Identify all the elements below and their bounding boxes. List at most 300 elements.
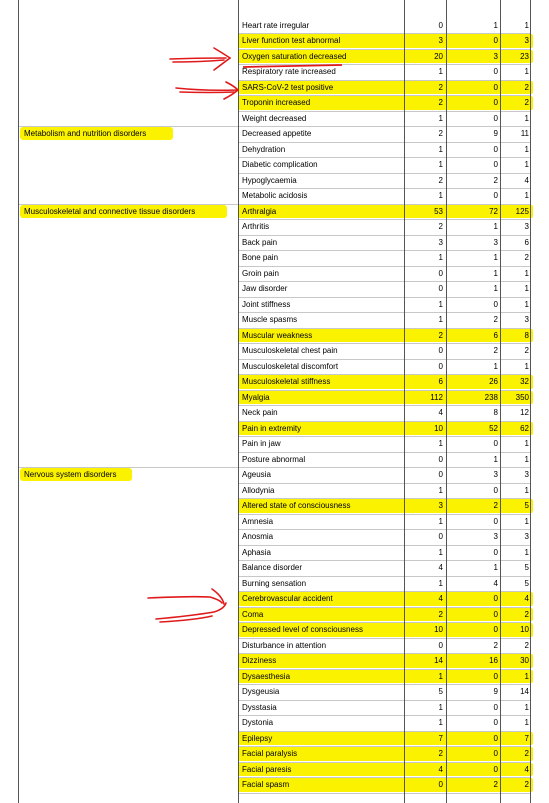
count-cell-3: 3 — [524, 36, 529, 45]
preferred-term-cell: Facial spasm — [242, 780, 290, 789]
count-cell-1: 1 — [438, 144, 443, 154]
count-cell-1: 0 — [438, 780, 443, 789]
count-cell-3: 5 — [524, 501, 529, 510]
table-row — [0, 250, 549, 266]
table-row — [0, 560, 549, 576]
system-organ-class-cell: Metabolism and nutrition disorders — [24, 129, 147, 138]
row-divider — [238, 793, 531, 794]
system-organ-class-cell — [24, 297, 234, 313]
count-cell-2: 0 — [493, 299, 498, 309]
count-cell-1: 20 — [434, 51, 443, 61]
system-organ-class-cell — [24, 405, 234, 421]
table-row — [0, 762, 549, 778]
preferred-term-cell: Troponin increased — [242, 98, 311, 107]
system-organ-class-cell — [24, 266, 234, 282]
table-row — [0, 390, 549, 406]
preferred-term-cell: Liver function test abnormal — [242, 36, 341, 45]
count-cell-3: 6 — [524, 237, 529, 247]
count-cell-1: 2 — [438, 129, 443, 138]
count-cell-2: 72 — [489, 206, 498, 216]
count-cell-3: 2 — [524, 98, 529, 107]
count-cell-3: 1 — [524, 113, 529, 123]
table-row — [0, 545, 549, 561]
count-cell-3: 1 — [524, 671, 529, 681]
preferred-term-cell: Musculoskeletal chest pain — [242, 346, 338, 355]
count-cell-3: 1 — [524, 718, 529, 727]
preferred-term-cell: Dysgeusia — [242, 687, 280, 696]
count-cell-1: 1 — [438, 67, 443, 76]
count-cell-2: 0 — [493, 191, 498, 200]
preferred-term-cell: Myalgia — [242, 392, 270, 402]
preferred-term-cell: Burning sensation — [242, 578, 307, 588]
table-row — [0, 529, 549, 545]
count-cell-2: 2 — [493, 501, 498, 510]
count-cell-2: 1 — [493, 563, 498, 572]
table-row — [0, 746, 549, 762]
preferred-term-cell: Pain in extremity — [242, 423, 302, 433]
table-row — [0, 343, 549, 359]
count-cell-2: 1 — [493, 361, 498, 371]
preferred-term-cell: Balance disorder — [242, 563, 303, 572]
count-cell-2: 0 — [493, 485, 498, 495]
count-cell-1: 0 — [438, 532, 443, 541]
preferred-term-cell: Ageusia — [242, 470, 271, 479]
count-cell-3: 1 — [524, 160, 529, 169]
table-left-rule — [18, 0, 19, 803]
count-cell-2: 0 — [493, 594, 498, 603]
count-cell-2: 2 — [493, 315, 498, 324]
system-organ-class-cell — [24, 622, 234, 638]
preferred-term-cell: Joint stiffness — [242, 299, 291, 309]
count-cell-1: 4 — [438, 408, 443, 417]
count-cell-1: 1 — [438, 315, 443, 324]
system-organ-class-cell — [24, 607, 234, 623]
column-rule-count2 — [446, 0, 447, 803]
count-cell-1: 14 — [434, 656, 443, 665]
preferred-term-cell: Oxygen saturation decreased — [242, 51, 347, 61]
preferred-term-cell: Back pain — [242, 237, 278, 247]
count-cell-3: 1 — [524, 67, 529, 76]
count-cell-3: 3 — [524, 532, 529, 541]
count-cell-1: 4 — [438, 594, 443, 603]
table-row — [0, 684, 549, 700]
count-cell-1: 10 — [434, 625, 443, 634]
count-cell-3: 1 — [524, 516, 529, 526]
preferred-term-cell: Coma — [242, 609, 264, 619]
table-row — [0, 281, 549, 297]
count-cell-3: 350 — [515, 392, 529, 402]
count-cell-3: 2 — [524, 253, 529, 262]
system-organ-class-cell — [24, 359, 234, 375]
table-row — [0, 18, 549, 34]
count-cell-1: 0 — [438, 20, 443, 30]
table-row — [0, 266, 549, 282]
count-cell-3: 1 — [524, 20, 529, 30]
count-cell-3: 1 — [524, 268, 529, 278]
preferred-term-cell: Dizziness — [242, 656, 277, 665]
preferred-term-cell: Respiratory rate increased — [242, 67, 336, 76]
count-cell-1: 6 — [438, 377, 443, 386]
count-cell-2: 52 — [489, 423, 498, 433]
preferred-term-cell: Altered state of consciousness — [242, 501, 351, 510]
count-cell-3: 62 — [520, 423, 529, 433]
preferred-term-cell: Heart rate irregular — [242, 20, 310, 30]
preferred-term-cell: Dystonia — [242, 718, 274, 727]
system-organ-class-cell — [24, 49, 234, 65]
system-organ-class-cell — [24, 219, 234, 235]
table-row — [0, 64, 549, 80]
count-cell-2: 0 — [493, 671, 498, 681]
system-organ-class-cell — [24, 638, 234, 654]
count-cell-1: 0 — [438, 346, 443, 355]
preferred-term-cell: Depressed level of consciousness — [242, 625, 363, 634]
table-row — [0, 188, 549, 204]
count-cell-2: 4 — [493, 578, 498, 588]
group-divider — [18, 204, 238, 205]
count-cell-1: 2 — [438, 222, 443, 231]
preferred-term-cell: Bone pain — [242, 253, 279, 262]
preferred-term-cell: Disturbance in attention — [242, 640, 327, 650]
count-cell-2: 1 — [493, 284, 498, 293]
column-rule-term — [238, 0, 239, 803]
preferred-term-cell: Allodynia — [242, 485, 275, 495]
table-row — [0, 436, 549, 452]
count-cell-3: 4 — [524, 594, 529, 603]
system-organ-class-cell — [24, 653, 234, 669]
count-cell-3: 3 — [524, 470, 529, 479]
preferred-term-cell: Aphasia — [242, 547, 271, 557]
table-row — [0, 591, 549, 607]
system-organ-class-cell — [24, 18, 234, 34]
system-organ-class-cell — [24, 669, 234, 685]
count-cell-3: 4 — [524, 764, 529, 774]
count-cell-2: 26 — [489, 377, 498, 386]
count-cell-3: 125 — [515, 206, 529, 216]
system-organ-class-cell — [24, 328, 234, 344]
count-cell-1: 1 — [438, 485, 443, 495]
count-cell-1: 1 — [438, 253, 443, 262]
group-divider — [18, 126, 238, 127]
table-row — [0, 111, 549, 127]
count-cell-3: 5 — [524, 563, 529, 572]
count-cell-3: 23 — [520, 51, 529, 61]
count-cell-3: 8 — [524, 330, 529, 340]
count-cell-3: 1 — [524, 299, 529, 309]
count-cell-2: 8 — [493, 408, 498, 417]
table-row — [0, 669, 549, 685]
count-cell-1: 0 — [438, 470, 443, 479]
table-row — [0, 777, 549, 793]
preferred-term-cell: Posture abnormal — [242, 454, 306, 464]
count-cell-2: 1 — [493, 20, 498, 30]
system-organ-class-cell — [24, 731, 234, 747]
count-cell-3: 30 — [520, 656, 529, 665]
count-cell-3: 11 — [520, 129, 529, 138]
count-cell-3: 1 — [524, 547, 529, 557]
preferred-term-cell: Musculoskeletal stiffness — [242, 377, 331, 386]
system-organ-class-cell — [24, 312, 234, 328]
system-organ-class-cell — [24, 498, 234, 514]
preferred-term-cell: Arthralgia — [242, 206, 277, 216]
count-cell-2: 0 — [493, 749, 498, 758]
system-organ-class-cell — [24, 33, 234, 49]
table-row — [0, 483, 549, 499]
count-cell-1: 1 — [438, 671, 443, 681]
count-cell-2: 0 — [493, 113, 498, 123]
preferred-term-cell: Muscle spasms — [242, 315, 298, 324]
count-cell-3: 2 — [524, 82, 529, 92]
count-cell-2: 2 — [493, 175, 498, 185]
table-row — [0, 374, 549, 390]
count-cell-1: 1 — [438, 191, 443, 200]
count-cell-3: 2 — [524, 640, 529, 650]
count-cell-2: 3 — [493, 51, 498, 61]
system-organ-class-cell — [24, 576, 234, 592]
system-organ-class-cell — [24, 250, 234, 266]
count-cell-2: 9 — [493, 687, 498, 696]
system-organ-class-cell — [24, 777, 234, 793]
count-cell-2: 0 — [493, 718, 498, 727]
preferred-term-cell: SARS-CoV-2 test positive — [242, 82, 334, 92]
system-organ-class-cell — [24, 111, 234, 127]
table-row — [0, 498, 549, 514]
table-row — [0, 359, 549, 375]
preferred-term-cell: Dehydration — [242, 144, 286, 154]
table-row — [0, 731, 549, 747]
count-cell-2: 0 — [493, 160, 498, 169]
count-cell-1: 4 — [438, 563, 443, 572]
table-row — [0, 49, 549, 65]
count-cell-1: 2 — [438, 175, 443, 185]
table-row — [0, 142, 549, 158]
system-organ-class-cell — [24, 700, 234, 716]
count-cell-1: 1 — [438, 439, 443, 448]
count-cell-3: 1 — [524, 284, 529, 293]
count-cell-1: 0 — [438, 284, 443, 293]
preferred-term-cell: Cerebrovascular accident — [242, 594, 333, 603]
count-cell-1: 1 — [438, 547, 443, 557]
preferred-term-cell: Weight decreased — [242, 113, 307, 123]
table-row — [0, 467, 549, 483]
count-cell-1: 2 — [438, 330, 443, 340]
table-row — [0, 514, 549, 530]
count-cell-1: 1 — [438, 113, 443, 123]
system-organ-class-cell — [24, 762, 234, 778]
system-organ-class-cell — [24, 343, 234, 359]
count-cell-1: 3 — [438, 501, 443, 510]
count-cell-3: 3 — [524, 315, 529, 324]
preferred-term-cell: Groin pain — [242, 268, 279, 278]
system-organ-class-cell — [24, 436, 234, 452]
count-cell-2: 0 — [493, 67, 498, 76]
preferred-term-cell: Decreased appetite — [242, 129, 312, 138]
system-organ-class-cell — [24, 95, 234, 111]
count-cell-1: 0 — [438, 454, 443, 464]
system-organ-class-cell — [24, 64, 234, 80]
count-cell-2: 0 — [493, 547, 498, 557]
table-row — [0, 204, 549, 220]
count-cell-3: 1 — [524, 439, 529, 448]
count-cell-3: 1 — [524, 485, 529, 495]
count-cell-2: 0 — [493, 609, 498, 619]
count-cell-3: 2 — [524, 609, 529, 619]
count-cell-2: 0 — [493, 733, 498, 743]
count-cell-1: 0 — [438, 268, 443, 278]
system-organ-class-cell — [24, 715, 234, 731]
count-cell-3: 10 — [520, 625, 529, 634]
table-row — [0, 173, 549, 189]
system-organ-class-cell — [24, 684, 234, 700]
count-cell-1: 1 — [438, 702, 443, 712]
count-cell-2: 2 — [493, 780, 498, 789]
table-row — [0, 700, 549, 716]
count-cell-2: 0 — [493, 625, 498, 634]
count-cell-3: 14 — [520, 687, 529, 696]
preferred-term-cell: Dysaesthesia — [242, 671, 291, 681]
system-organ-class-cell — [24, 591, 234, 607]
count-cell-2: 0 — [493, 516, 498, 526]
preferred-term-cell: Facial paralysis — [242, 749, 298, 758]
preferred-term-cell: Facial paresis — [242, 764, 292, 774]
count-cell-1: 2 — [438, 749, 443, 758]
count-cell-1: 5 — [438, 687, 443, 696]
system-organ-class-cell — [24, 235, 234, 251]
system-organ-class-cell: Musculoskeletal and connective tissue disorders — [24, 206, 196, 216]
column-rule-count1 — [404, 0, 405, 803]
table-row — [0, 312, 549, 328]
system-organ-class-cell — [24, 560, 234, 576]
system-organ-class-cell — [24, 80, 234, 96]
group-divider — [18, 467, 238, 468]
system-organ-class-cell — [24, 529, 234, 545]
count-cell-1: 1 — [438, 718, 443, 727]
table-row — [0, 653, 549, 669]
preferred-term-cell: Diabetic complication — [242, 160, 318, 169]
count-cell-2: 2 — [493, 346, 498, 355]
table-row — [0, 297, 549, 313]
count-cell-3: 1 — [524, 191, 529, 200]
count-cell-2: 0 — [493, 98, 498, 107]
count-cell-3: 2 — [524, 346, 529, 355]
count-cell-2: 3 — [493, 470, 498, 479]
count-cell-3: 2 — [524, 780, 529, 789]
table-row — [0, 126, 549, 142]
count-cell-2: 2 — [493, 640, 498, 650]
count-cell-3: 12 — [520, 408, 529, 417]
preferred-term-cell: Hypoglycaemia — [242, 175, 297, 185]
count-cell-3: 32 — [520, 377, 529, 386]
count-cell-3: 2 — [524, 749, 529, 758]
table-row — [0, 405, 549, 421]
count-cell-3: 1 — [524, 702, 529, 712]
count-cell-2: 1 — [493, 253, 498, 262]
table-row — [0, 157, 549, 173]
system-organ-class-cell — [24, 514, 234, 530]
table-row — [0, 638, 549, 654]
count-cell-2: 16 — [489, 656, 498, 665]
count-cell-3: 4 — [524, 175, 529, 185]
count-cell-1: 1 — [438, 516, 443, 526]
system-organ-class-cell: Nervous system disorders — [24, 470, 117, 479]
system-organ-class-cell — [24, 483, 234, 499]
preferred-term-cell: Jaw disorder — [242, 284, 288, 293]
count-cell-2: 3 — [493, 237, 498, 247]
count-cell-2: 0 — [493, 82, 498, 92]
count-cell-1: 3 — [438, 237, 443, 247]
count-cell-2: 0 — [493, 702, 498, 712]
system-organ-class-cell — [24, 173, 234, 189]
preferred-term-cell: Dysstasia — [242, 702, 277, 712]
count-cell-1: 2 — [438, 609, 443, 619]
table-row — [0, 219, 549, 235]
count-cell-1: 3 — [438, 36, 443, 45]
count-cell-3: 1 — [524, 454, 529, 464]
system-organ-class-cell — [24, 142, 234, 158]
count-cell-3: 5 — [524, 578, 529, 588]
table-row — [0, 576, 549, 592]
count-cell-2: 1 — [493, 222, 498, 231]
preferred-term-cell: Amnesia — [242, 516, 274, 526]
table-row — [0, 33, 549, 49]
count-cell-1: 10 — [434, 423, 443, 433]
table-row — [0, 452, 549, 468]
column-rule-right — [530, 0, 531, 803]
count-cell-1: 1 — [438, 299, 443, 309]
table-row — [0, 95, 549, 111]
count-cell-1: 2 — [438, 82, 443, 92]
system-organ-class-cell — [24, 545, 234, 561]
table-row — [0, 607, 549, 623]
count-cell-2: 238 — [484, 392, 498, 402]
system-organ-class-cell — [24, 390, 234, 406]
count-cell-2: 0 — [493, 36, 498, 45]
count-cell-1: 1 — [438, 160, 443, 169]
count-cell-2: 0 — [493, 144, 498, 154]
preferred-term-cell: Arthritis — [242, 222, 270, 231]
table-row — [0, 715, 549, 731]
system-organ-class-cell — [24, 281, 234, 297]
count-cell-1: 4 — [438, 764, 443, 774]
preferred-term-cell: Pain in jaw — [242, 439, 281, 448]
count-cell-3: 1 — [524, 144, 529, 154]
preferred-term-cell: Metabolic acidosis — [242, 191, 308, 200]
system-organ-class-cell — [24, 188, 234, 204]
count-cell-1: 0 — [438, 361, 443, 371]
system-organ-class-cell — [24, 746, 234, 762]
column-rule-count3 — [500, 0, 501, 803]
count-cell-2: 1 — [493, 454, 498, 464]
preferred-term-cell: Neck pain — [242, 408, 278, 417]
table-row — [0, 328, 549, 344]
preferred-term-cell: Anosmia — [242, 532, 274, 541]
count-cell-1: 2 — [438, 98, 443, 107]
system-organ-class-cell — [24, 157, 234, 173]
table-row — [0, 235, 549, 251]
count-cell-2: 9 — [493, 129, 498, 138]
count-cell-2: 3 — [493, 532, 498, 541]
count-cell-3: 1 — [524, 361, 529, 371]
system-organ-class-cell — [24, 452, 234, 468]
preferred-term-cell: Musculoskeletal discomfort — [242, 361, 339, 371]
count-cell-3: 7 — [524, 733, 529, 743]
table-row — [0, 421, 549, 437]
count-cell-2: 6 — [493, 330, 498, 340]
table-row — [0, 622, 549, 638]
count-cell-2: 1 — [493, 268, 498, 278]
system-organ-class-cell — [24, 421, 234, 437]
count-cell-3: 3 — [524, 222, 529, 231]
count-cell-2: 0 — [493, 439, 498, 448]
